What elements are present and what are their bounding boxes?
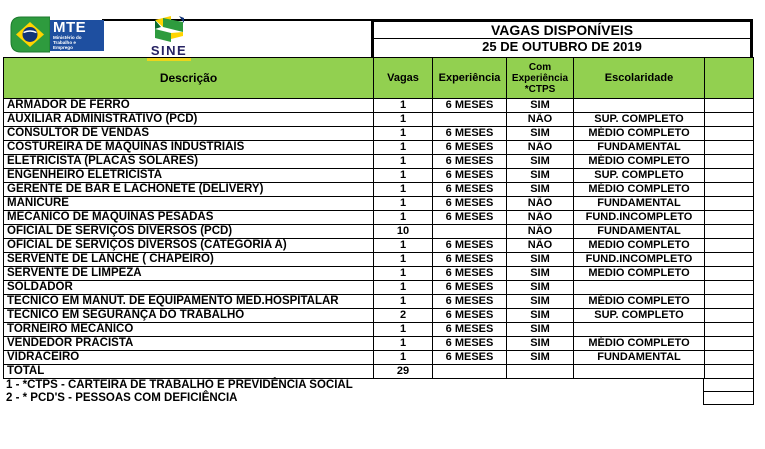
escolaridade-cell: FUNDAMENTAL [574,225,705,239]
experiencia-cell: 6 MESES [433,295,507,309]
extra-cell [705,211,754,225]
ctps-cell: SIM [507,253,574,267]
extra-cell [705,267,754,281]
description-cell: ARMADOR DE FERRO [4,99,374,113]
extra-cell [705,127,754,141]
table-row [4,141,754,155]
mte-acronym: MTE [53,19,87,36]
table-header [4,58,754,99]
escolaridade-cell: MEDIO COMPLETO [574,267,705,281]
escolaridade-cell: SUP. COMPLETO [574,169,705,183]
description-cell: SERVENTE DE LIMPEZA [4,267,374,281]
vagas-cell: 1 [374,211,433,225]
escolaridade-cell: MÉDIO COMPLETO [574,155,705,169]
description-cell: VENDEDOR PRACISTA [4,337,374,351]
experiencia-cell [433,365,507,379]
ctps-cell: SIM [507,99,574,113]
vagas-cell: 1 [374,99,433,113]
ctps-cell: NÃO [507,113,574,127]
ctps-cell: SIM [507,127,574,141]
table-row [4,267,754,281]
extra-cell [705,197,754,211]
ctps-cell: NÃO [507,141,574,155]
table-row [4,197,754,211]
vagas-cell: 1 [374,267,433,281]
table-row [4,183,754,197]
experiencia-cell: 6 MESES [433,169,507,183]
table-row [4,323,754,337]
escolaridade-cell [574,99,705,113]
escolaridade-cell: FUND.INCOMPLETO [574,211,705,225]
ctps-cell: SIM [507,267,574,281]
escolaridade-cell: MÉDIO COMPLETO [574,183,705,197]
extra-cell [705,295,754,309]
extra-cell [705,225,754,239]
sine-name: SINE [150,43,188,58]
extra-cell [705,239,754,253]
header-row [4,58,754,99]
ctps-cell: SIM [507,155,574,169]
experiencia-cell: 6 MESES [433,127,507,141]
experiencia-cell: 6 MESES [433,197,507,211]
col-header-vagas: Vagas [374,58,433,99]
escolaridade-cell: FUNDAMENTAL [574,141,705,155]
description-cell: AUXILIAR ADMINISTRATIVO (PCD) [4,113,374,127]
trailing-cell-1 [703,378,754,392]
total-row [4,365,754,379]
table-row [4,351,754,365]
experiencia-cell [433,225,507,239]
experiencia-cell [433,113,507,127]
ctps-cell: NÃO [507,211,574,225]
ctps-cell: SIM [507,351,574,365]
ctps-cell: SIM [507,183,574,197]
table-row [4,253,754,267]
extra-cell [705,169,754,183]
table-row [4,113,754,127]
extra-cell [705,113,754,127]
table-row [4,155,754,169]
ctps-cell: NÃO [507,239,574,253]
description-cell: OFICIAL DE SERVIÇOS DIVERSOS (CATEGORIA A) [4,239,374,253]
page-title: VAGAS DISPONÍVEIS [374,22,750,39]
vagas-cell: 29 [374,365,433,379]
escolaridade-cell: SUP. COMPLETO [574,113,705,127]
extra-cell [705,155,754,169]
description-cell: TORNEIRO MECÂNICO [4,323,374,337]
vagas-cell: 1 [374,337,433,351]
page-date: 25 DE OUTUBRO DE 2019 [482,39,642,54]
col-header-descricao: Descrição [4,58,374,99]
vagas-cell: 1 [374,141,433,155]
table-row [4,127,754,141]
experiencia-cell: 6 MESES [433,309,507,323]
vagas-cell: 1 [374,197,433,211]
ctps-cell: NÃO [507,197,574,211]
vagas-cell: 1 [374,253,433,267]
extra-cell [705,99,754,113]
escolaridade-cell: FUNDAMENTAL [574,351,705,365]
vagas-cell: 1 [374,127,433,141]
vagas-cell: 1 [374,155,433,169]
table-row [4,225,754,239]
experiencia-cell: 6 MESES [433,211,507,225]
escolaridade-cell: MEDIO COMPLETO [574,239,705,253]
table-row [4,211,754,225]
escolaridade-cell: MÉDIO COMPLETO [574,337,705,351]
mte-text-block [50,20,104,51]
vagas-cell: 1 [374,351,433,365]
extra-cell [705,323,754,337]
table-row [4,295,754,309]
header-divider [102,19,371,21]
col-header-escolaridade: Escolaridade [574,58,705,99]
description-cell: ELETRICISTA (PLACAS SOLARES) [4,155,374,169]
ctps-cell: SIM [507,295,574,309]
experiencia-cell: 6 MESES [433,141,507,155]
ctps-cell: SIM [507,169,574,183]
experiencia-cell: 6 MESES [433,281,507,295]
experiencia-cell: 6 MESES [433,337,507,351]
extra-cell [705,253,754,267]
description-cell: OFICIAL DE SERVIÇOS DIVERSOS (PCD) [4,225,374,239]
extra-cell [705,281,754,295]
table-row [4,281,754,295]
ctps-cell: NÃO [507,225,574,239]
vagas-cell: 1 [374,281,433,295]
extra-cell [705,309,754,323]
footnote-ctps: 1 - *CTPS - CARTEIRA DE TRABALHO E PREVIDÊNCIA SOCIAL [6,379,353,391]
ctps-cell: SIM [507,337,574,351]
mte-subtitle: Ministério do Trabalho e Emprego [53,35,82,50]
trailing-cell-2 [703,391,754,405]
escolaridade-cell: MÉDIO COMPLETO [574,127,705,141]
escolaridade-cell [574,281,705,295]
description-cell: MECÂNICO DE MÁQUINAS PESADAS [4,211,374,225]
ctps-cell: SIM [507,281,574,295]
description-cell: GERENTE DE BAR E LACHONETE (DELIVERY) [4,183,374,197]
extra-cell [705,183,754,197]
col-header-com-experiencia-ctps: Com Experiência *CTPS [507,58,574,99]
description-cell: CONSULTOR DE VENDAS [4,127,374,141]
extra-cell [705,351,754,365]
experiencia-cell: 6 MESES [433,155,507,169]
escolaridade-cell: MÉDIO COMPLETO [574,295,705,309]
description-cell: SOLDADOR [4,281,374,295]
extra-cell [705,337,754,351]
vacancies-table [3,57,754,379]
table-row [4,337,754,351]
escolaridade-cell: FUND.INCOMPLETO [574,253,705,267]
col-header-extra [705,58,754,99]
vagas-cell: 2 [374,309,433,323]
description-cell: TÉCNICO EM SEGURANÇA DO TRABALHO [4,309,374,323]
vagas-cell: 1 [374,295,433,309]
ctps-cell [507,365,574,379]
title-box [371,19,753,57]
extra-cell [705,141,754,155]
vacancy-rows [4,99,754,379]
description-cell: SERVENTE DE LANCHE ( CHAPEIRO) [4,253,374,267]
table-row [4,99,754,113]
experiencia-cell: 6 MESES [433,239,507,253]
experiencia-cell: 6 MESES [433,323,507,337]
ctps-cell: SIM [507,309,574,323]
footnote-pcd: 2 - * PCD'S - PESSOAS COM DEFICIÊNCIA [6,392,238,404]
description-cell: TOTAL [4,365,374,379]
vagas-cell: 1 [374,323,433,337]
escolaridade-cell: FUNDAMENTAL [574,197,705,211]
vagas-cell: 1 [374,239,433,253]
description-cell: COSTUREIRA DE MÁQUINAS INDUSTRIAIS [4,141,374,155]
experiencia-cell: 6 MESES [433,267,507,281]
escolaridade-cell [574,365,705,379]
vagas-cell: 1 [374,113,433,127]
description-cell: TÉCNICO EM MANUT. DE EQUIPAMENTO MED.HOSPITALAR [4,295,374,309]
vagas-cell: 1 [374,169,433,183]
ctps-cell: SIM [507,323,574,337]
escolaridade-cell [574,323,705,337]
experiencia-cell: 6 MESES [433,351,507,365]
table-row [4,239,754,253]
sine-logo [144,16,194,61]
escolaridade-cell: SUP. COMPLETO [574,309,705,323]
brazil-flag-icon [10,16,50,53]
mte-logo [10,16,104,53]
description-cell: ENGENHEIRO ELETRICISTA [4,169,374,183]
vagas-cell: 1 [374,183,433,197]
description-cell: VIDRACEIRO [4,351,374,365]
sine-underline [147,58,191,61]
description-cell: MANICURE [4,197,374,211]
sine-flag-icon [153,16,185,44]
col-header-experiencia: Experiência [433,58,507,99]
table-row [4,169,754,183]
experiencia-cell: 6 MESES [433,183,507,197]
table-row [4,309,754,323]
experiencia-cell: 6 MESES [433,253,507,267]
extra-cell [705,365,754,379]
vagas-cell: 10 [374,225,433,239]
experiencia-cell: 6 MESES [433,99,507,113]
